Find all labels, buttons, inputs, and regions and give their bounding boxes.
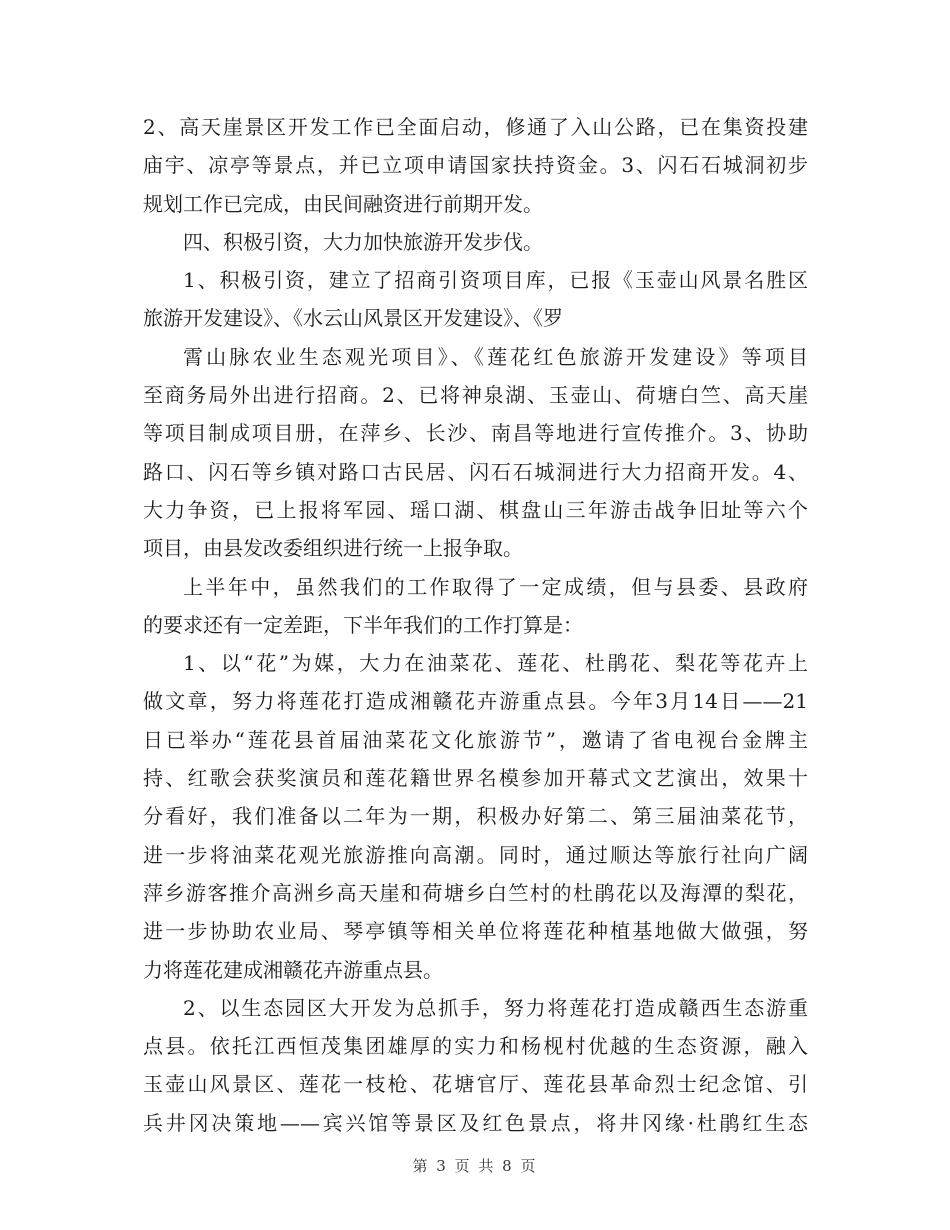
page-number-footer: 第 3 页 共 8 页: [412, 1157, 538, 1175]
text-line: 旅游开发建设》、《水云山风景区开发建设》、《罗: [143, 306, 563, 331]
text-line: 做文章，努力将莲花打造成湘赣花卉游重点县。今年3月14日——21: [143, 689, 808, 714]
text-line: 等项目制成项目册，在萍乡、长沙、南昌等地进行宣传推介。3、协助: [143, 421, 808, 446]
text-line: 2、高天崖景区开发工作已全面启动，修通了入山公路，已在集资投建: [143, 115, 808, 139]
text-line: 至商务局外出进行招商。2、已将神泉湖、玉壶山、荷塘白竺、高天崖: [143, 383, 808, 408]
text-line: 大力争资，已上报将军园、瑶口湖、棋盘山三年游击战争旧址等六个: [143, 497, 808, 522]
text-line: 规划工作已完成，由民间融资进行前期开发。: [143, 191, 543, 216]
text-line: 项目，由县发改委组织进行统一上报争取。: [143, 536, 523, 561]
text-line: 的要求还有一定差距，下半年我们的工作打算是：: [143, 612, 583, 637]
text-line: 持、红歌会获奖演员和莲花籍世界名模参加开幕式文艺演出，效果十: [143, 766, 808, 791]
text-line: 点县。依托江西恒茂集团雄厚的实力和杨枧村优越的生态资源，融入: [143, 1034, 808, 1059]
text-line: 1、以“花”为媒，大力在油菜花、莲花、杜鹃花、梨花等花卉上: [183, 651, 808, 676]
text-line: 2、以生态园区大开发为总抓手，努力将莲花打造成赣西生态游重: [183, 995, 808, 1020]
document-body: [143, 108, 808, 1142]
text-line: 四、积极引资，大力加快旅游开发步伐。: [183, 229, 543, 254]
text-line: 玉壶山风景区、莲花一枝枪、花塘官厅、莲花县革命烈士纪念馆、引: [143, 1072, 808, 1097]
text-line: 分看好，我们准备以二年为一期，积极办好第二、第三届油菜花节，: [143, 804, 808, 829]
text-line: 庙宇、凉亭等景点，并已立项申请国家扶持资金。3、闪石石城洞初步: [143, 153, 808, 178]
text-line: 萍乡游客推介高洲乡高天崖和荷塘乡白竺村的杜鹃花以及海潭的梨花，: [143, 880, 808, 905]
text-line: 日已举办“莲花县首届油菜花文化旅游节”，邀请了省电视台金牌主: [143, 727, 808, 752]
text-line: 进一步将油菜花观光旅游推向高潮。同时，通过顺达等旅行社向广阔: [143, 842, 808, 867]
text-line: 路口、闪石等乡镇对路口古民居、闪石石城洞进行大力招商开发。4、: [143, 459, 808, 484]
text-line: 力将莲花建成湘赣花卉游重点县。: [143, 957, 443, 982]
text-line: 兵井冈决策地——宾兴馆等景区及红色景点，将井冈缘·杜鹃红生态: [143, 1110, 808, 1135]
text-line: 霄山脉农业生态观光项目》、《莲花红色旅游开发建设》等项目: [183, 344, 808, 369]
text-line: 上半年中，虽然我们的工作取得了一定成绩，但与县委、县政府: [183, 574, 808, 599]
text-line: 进一步协助农业局、琴亭镇等相关单位将莲花种植基地做大做强，努: [143, 919, 808, 944]
text-line: 1、积极引资，建立了招商引资项目库，已报《玉壶山风景名胜区: [183, 268, 808, 293]
